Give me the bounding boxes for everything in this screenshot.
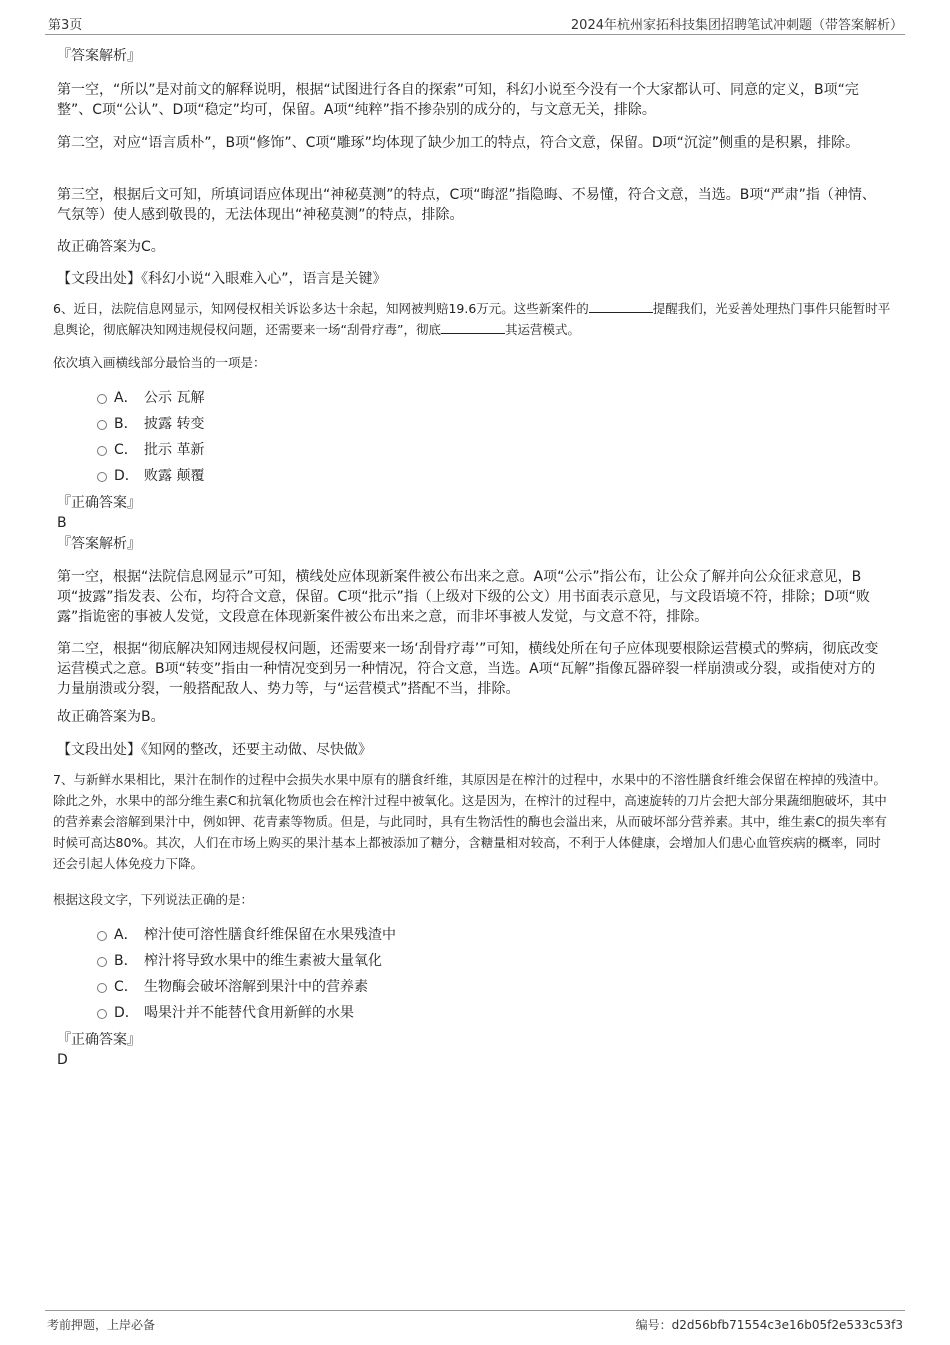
conclusion: 故正确答案为C。 [57, 239, 165, 255]
radio-icon[interactable] [97, 931, 107, 941]
question-6-stem: 6、近日，法院信息网显示，知网侵权相关诉讼多达十余起，知网被判赔19.6万元。这些新案件的 提醒我们，光妥善处理热门事件只能暂时平息舆论，彻底解决知网违规侵权问题，还需要来一场“刮骨疗毒”，彻底 其运营模式。 [53, 301, 891, 337]
analysis-paragraph: 第三空，根据后文可知，所填词语应体现出“神秘莫测”的特点，C项“晦涩”指隐晦、不易懂，符合文意，当选。B项“严肃”指（神情、气氛等）使人感到敬畏的，无法体现出“神秘莫测”的特点，排除。 [57, 187, 876, 223]
document-id: 编号：d2d56bfb71554c3e16b05f2e533c53f3 [635, 1318, 903, 1332]
radio-icon[interactable] [97, 420, 107, 430]
page-number: 第3页 [48, 18, 83, 33]
correct-answer: D [57, 1052, 68, 1068]
radio-icon[interactable] [97, 957, 107, 967]
radio-icon[interactable] [97, 446, 107, 456]
footer-slogan: 考前押题，上岸必备 [47, 1318, 156, 1332]
option-a[interactable]: A． 公示 瓦解 [57, 385, 657, 411]
option-a[interactable]: A． 榨汁使可溶性膳食纤维保留在水果残渣中 [57, 922, 657, 948]
correct-answer: B [57, 515, 67, 531]
page-header [45, 12, 905, 35]
radio-icon[interactable] [97, 983, 107, 993]
conclusion: 故正确答案为B。 [57, 709, 165, 725]
question-6-options [57, 385, 657, 489]
option-c[interactable]: C． 批示 革新 [57, 437, 657, 463]
fill-blank [589, 300, 653, 313]
radio-icon[interactable] [97, 394, 107, 404]
analysis-paragraph: 第二空，根据“彻底解决知网违规侵权问题，还需要来一场‘刮骨疗毒’”可知，横线处所在句子应体现要根除运营模式的弊病，彻底改变运营模式之意。B项“转变”指由一种情况变到另一种情况，符合文意，当选。A项“瓦解”指像瓦器碎裂一样崩溃或分裂，或指使对方的力量崩溃或分裂，一般搭配敌人、势力等，与“运营模式”搭配不当，排除。 [57, 641, 879, 697]
analysis-label: 『答案解析』 [57, 48, 141, 64]
option-d[interactable]: D． 败露 颠覆 [57, 463, 657, 489]
analysis-paragraph: 第一空，根据“法院信息网显示”可知，横线处应体现新案件被公布出来之意。A项“公示”指公布，让公众了解并向公众征求意见，B项“披露”指发表、公布，均符合文意，保留。C项“批示”指（上级对下级的公文）用书面表示意见，与文段语境不符，排除；D项“败露”指诡密的事被人发觉，文段意在体现新案件被公布出来之意，而非坏事被人发觉，与文意不符，排除。 [57, 569, 870, 625]
question-7-options [57, 922, 657, 1026]
analysis-label: 『答案解析』 [57, 536, 141, 552]
answer-label: 『正确答案』 [57, 495, 141, 511]
question-7-stem: 7、与新鲜水果相比，果汁在制作的过程中会损失水果中原有的膳食纤维，其原因是在榨汁的过程中，水果中的不溶性膳食纤维会保留在榨掉的残渣中。除此之外，水果中的部分维生素C和抗氧化物质也会在榨汁过程中被氧化。这是因为，在榨汁的过程中，高速旋转的刀片会把大部分果蔬细胞破坏，其中的营养素会溶解到果汁中，例如钾、花青素等物质。但是，与此同时，具有生物活性的酶也会溢出来，从而破坏部分营养素。其中，维生素C的损失率有时候可高达80%。其次，人们在市场上购买的果汁基本上都被添加了糖分，含糖量相对较高，不利于人体健康，会增加人们患心血管疾病的概率，同时还会引起人体免疫力下降。 [53, 772, 887, 871]
option-b[interactable]: B． 披露 转变 [57, 411, 657, 437]
option-b[interactable]: B． 榨汁将导致水果中的维生素被大量氧化 [57, 948, 657, 974]
radio-icon[interactable] [97, 1009, 107, 1019]
answer-label: 『正确答案』 [57, 1032, 141, 1048]
fill-blank [441, 321, 505, 334]
analysis-paragraph: 第二空，对应“语言质朴”，B项“修饰”、C项“雕琢”均体现了缺少加工的特点，符合文意，保留。D项“沉淀”侧重的是积累，排除。 [57, 135, 860, 151]
question-6-prompt: 依次填入画横线部分最恰当的一项是： [53, 355, 266, 370]
page-footer [45, 1310, 905, 1333]
radio-icon[interactable] [97, 472, 107, 482]
analysis-paragraph: 第一空，“所以”是对前文的解释说明，根据“试图进行各自的探索”可知，科幻小说至今没有一个大家都认可、同意的定义，B项“完整”、C项“公认”、D项“稳定”均可，保留。A项“纯粹”指不掺杂别的成分的，与文意无关，排除。 [57, 82, 859, 118]
source-citation: 【文段出处】《知网的整改，还要主动做、尽快做》 [57, 742, 372, 758]
source-citation: 【文段出处】《科幻小说“入眼难入心”，语言是关键》 [57, 271, 387, 287]
question-7-prompt: 根据这段文字，下列说法正确的是： [53, 892, 254, 907]
option-d[interactable]: D． 喝果汁并不能替代食用新鲜的水果 [57, 1000, 657, 1026]
option-c[interactable]: C． 生物酶会破坏溶解到果汁中的营养素 [57, 974, 657, 1000]
document-title: 2024年杭州家拓科技集团招聘笔试冲刺题（带答案解析） [570, 18, 903, 33]
